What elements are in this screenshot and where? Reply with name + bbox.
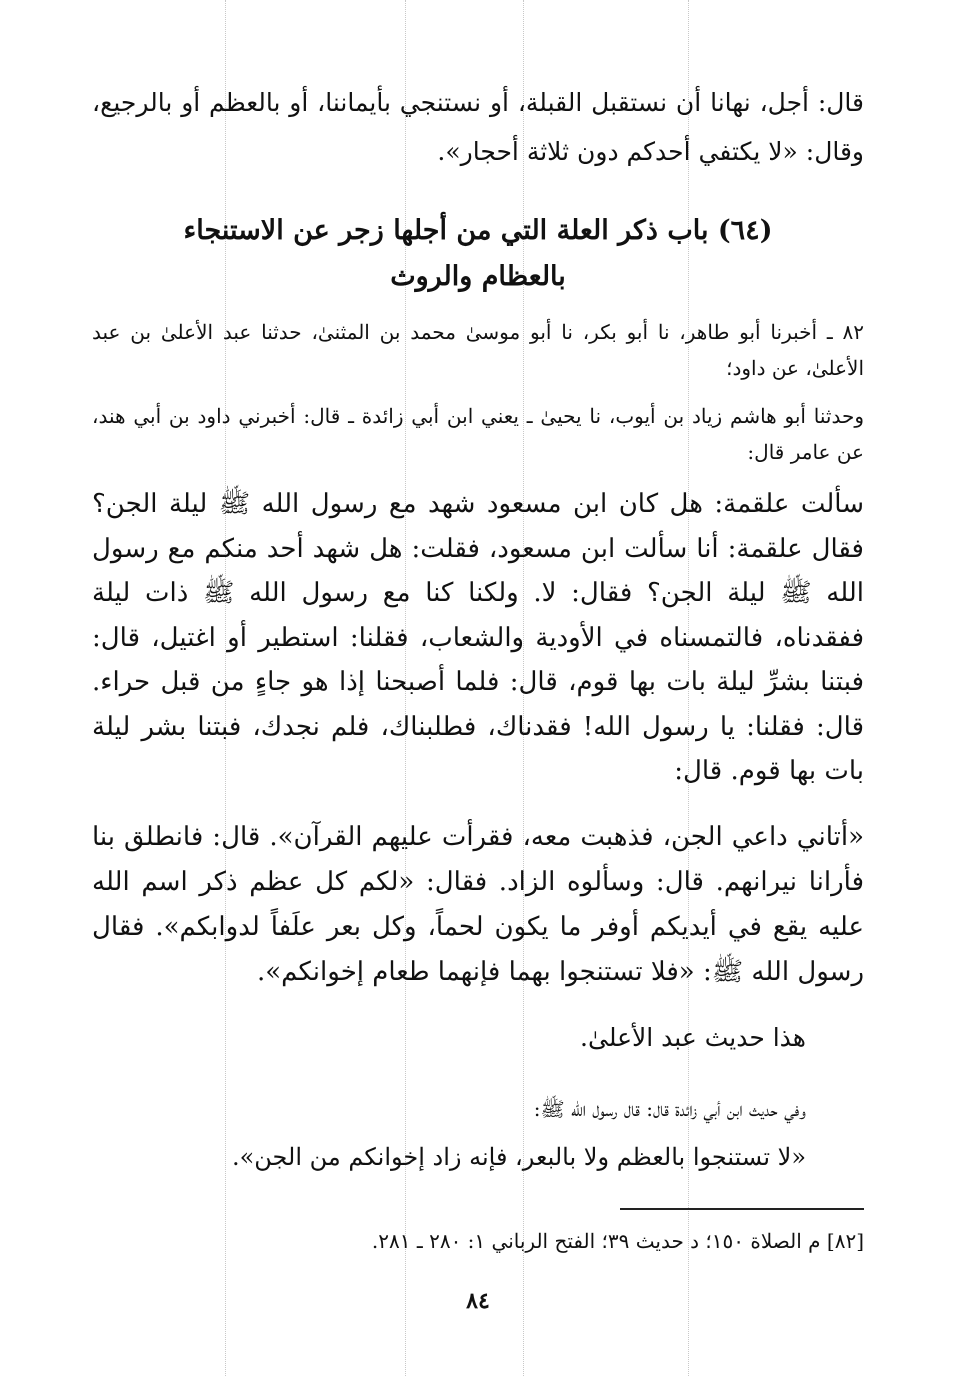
isnad-paragraph-2: وحدثنا أبو هاشم زياد بن أيوب، نا يحيىٰ ـ يعني ابن أبي زائدة ـ قال: أخبرني داود بن أبي هند، عن عامر قال: [92, 404, 864, 464]
lead-paragraph: قال: أجل، نهانا أن نستقبل القبلة، أو نستنجي بأيماننا، أو بالعظم أو بالرجيع، وقال: «لا يكتفي أحدكم دون ثلاثة أحجار». [92, 88, 864, 166]
footnote: [٨٢] م الصلاة ١٥٠؛ د حديث ٣٩؛ الفتح الرباني ١: ٢٨٠ ـ ٢٨١. [371, 1229, 864, 1253]
footnote-separator [620, 1208, 864, 1210]
chapter-heading: (٦٤) باب ذكر العلة التي من أجلها زجر عن الاستنجاء بالعظام والروث [183, 215, 773, 292]
narration-paragraph-2: «أتاني داعي الجن، فذهبت معه، فقرأت عليهم القرآن». قال: فانطلق بنا فأرانا نيرانهم. قال: وسألوه الزاد. فقال: «لكم كل عظم ذكر اسم الله عليه يقع في أيديكم أوفر ما يكون لحماً، وكل بعر علَفاً لدوابكم». فقال رسول الله ﷺ: «فلا تستنجوا بهما فإنهما طعام إخوانكم». [92, 822, 864, 987]
hadith-note: هذا حديث عبد الأعلىٰ. [580, 1023, 806, 1052]
variant-intro: وفي حديث ابن أبي زائدة قال: قال رسول الله ﷺ: [533, 1097, 806, 1121]
page-number: ٨٤ [466, 1288, 490, 1314]
variant-text: «لا تستنجوا بالعظم ولا بالبعر، فإنه زاد إخوانكم من الجن». [231, 1143, 806, 1171]
narration-paragraph-1: سألت علقمة: هل كان ابن مسعود شهد مع رسول الله ﷺ ليلة الجن؟ فقال علقمة: أنا سألت ابن مسعود، فقلت: هل شهد أحد منكم مع رسول الله ﷺ ليلة الجن؟ فقال: لا. ولكنا كنا مع رسول الله ﷺ ذات ليلة ففقدناه، فالتمسناه في الأودية والشعاب، فقلنا: استطير أو اغتيل، قال: فبتنا بشرِّ ليلة بات بها قوم، قال: فلما أصبحنا إذا هو جاءٍ من قبل حراء. قال: فقلنا: يا رسول الله! فقدناك، فطلبناك، فلم نجدك، فبتنا بشر ليلة بات بها قوم. قال: [92, 489, 864, 786]
isnad-paragraph-1: ٨٢ ـ أخبرنا أبو طاهر، نا أبو بكر، نا أبو موسىٰ محمد بن المثنىٰ، حدثنا عبد الأعلىٰ بن عبد الأعلىٰ، عن داود؛ [92, 320, 864, 380]
